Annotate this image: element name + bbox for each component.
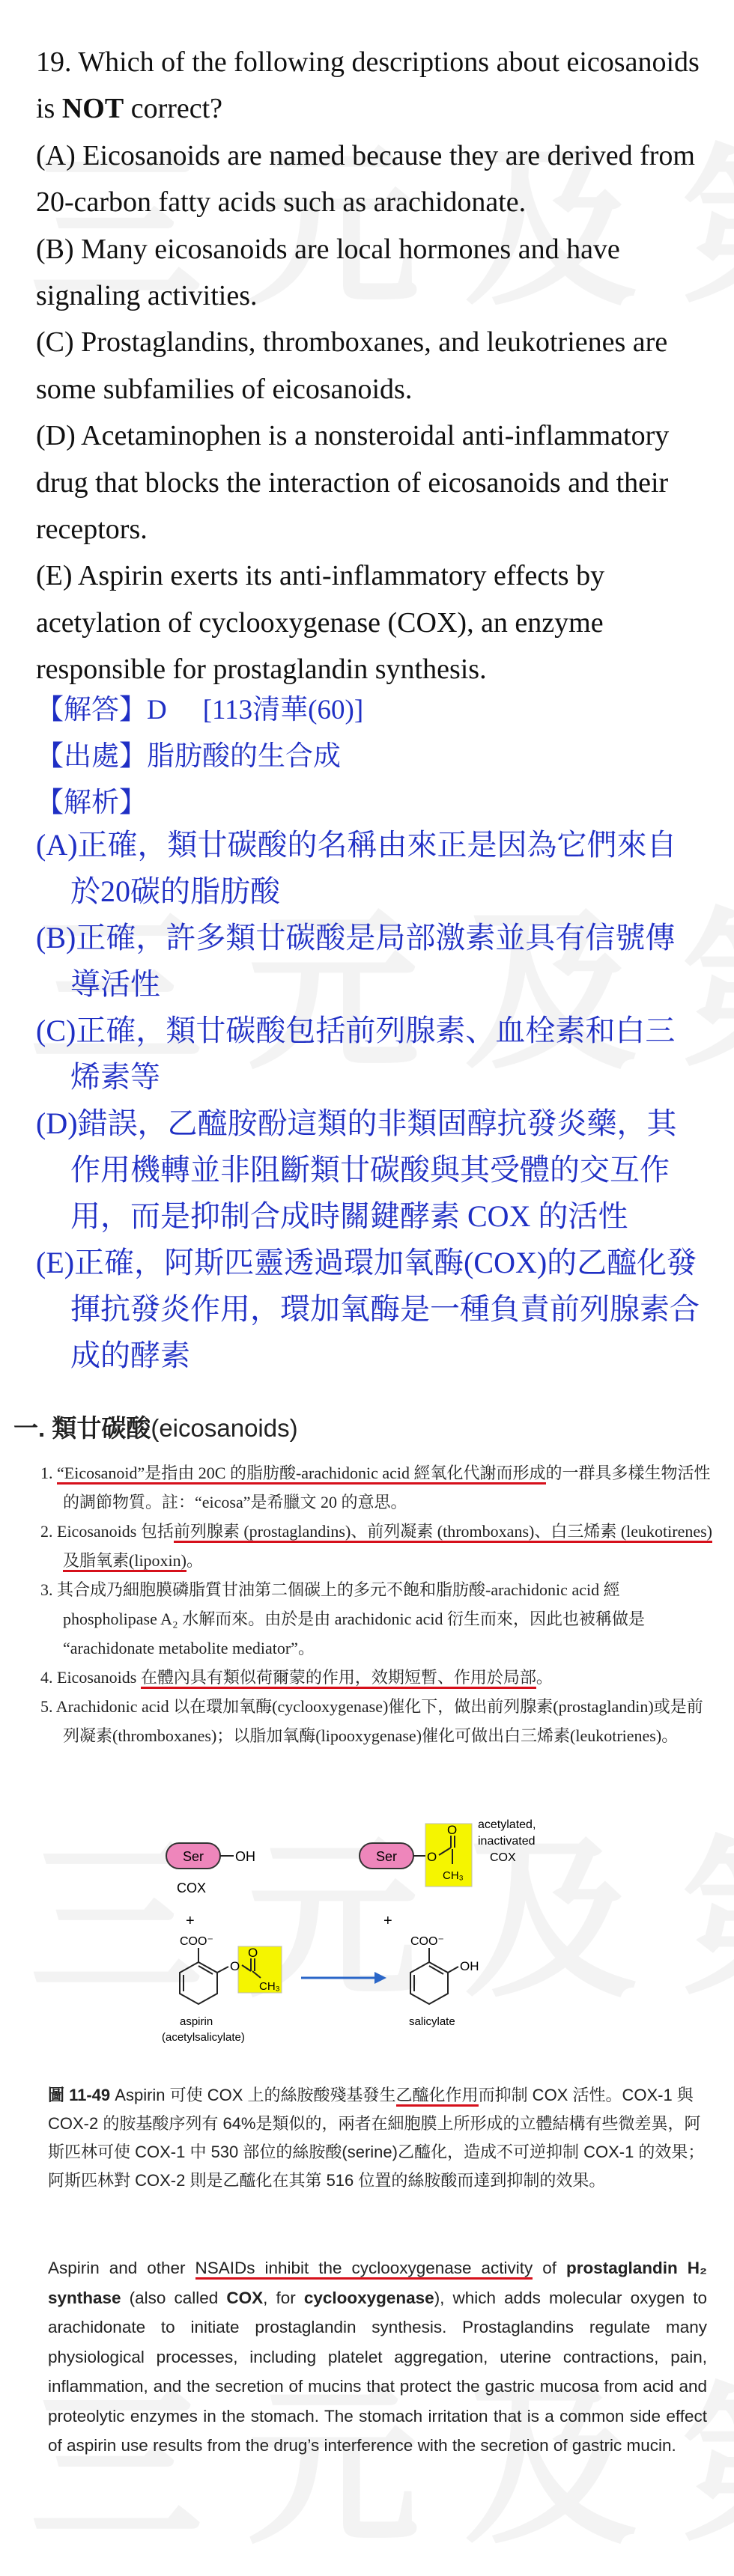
origin-line: 【出處】脂肪酸的生合成 <box>36 741 341 772</box>
option-b: (B) Many eicosanoids are local hormones and have signaling activities. <box>36 233 620 312</box>
o-label-cox: O <box>427 1850 437 1864</box>
not-emphasis: NOT <box>61 93 124 125</box>
note-item: 1. “Eicosanoid”是指由 20C 的脂肪酸-arachidonic acid 經氧化代謝而形成的一群具多樣生物活性的調節物質。註：“eicosa”是希臘文 20 的意思。 <box>40 1464 711 1511</box>
analysis-item: (C)正確，類廿碳酸包括前列腺素、血栓素和白三烯素等 <box>36 1014 676 1094</box>
o-double-cox: O <box>447 1823 458 1837</box>
option-e: (E) Aspirin exerts its anti-inflammatory effects by acetylation of cyclooxygenase (COX), an enzyme responsible for prostaglandin synthesis. <box>36 560 605 686</box>
analysis-block <box>36 822 703 1379</box>
o-label-aspirin: O <box>230 1959 240 1973</box>
option-a: (A) Eicosanoids are named because they are derived from 20-carbon fatty acids such as arachidonate. <box>36 139 695 219</box>
o-double-aspirin: O <box>248 1946 258 1960</box>
reference-section <box>0 1400 734 2506</box>
answer-meta <box>36 687 703 826</box>
plus-left: + <box>186 1913 195 1929</box>
option-c: (C) Prostaglandins, thromboxanes, and leukotrienes are some subfamilies of eicosanoids. <box>36 326 668 405</box>
arrow-head-icon <box>374 1972 386 1984</box>
question-stem: 19. Which of the following descriptions about eicosanoids is NOT correct? <box>36 46 700 125</box>
ch3-label-aspirin: CH₃ <box>259 1980 280 1993</box>
coo-label-salicylate: COO⁻ <box>410 1935 444 1948</box>
aspirin-label: aspirin <box>180 2015 213 2028</box>
aspirin-structure <box>180 1946 282 2004</box>
analysis-item: (E)正確，阿斯匹靈透過環加氧酶(COX)的乙醯化發揮抗發炎作用，環加氧酶是一種負責前列腺素合成的酵素 <box>36 1246 700 1372</box>
ser-label-left: Ser <box>182 1849 204 1864</box>
section-title: 一. 類廿碳酸(eicosanoids) <box>13 1414 298 1442</box>
cox-label-right: COX <box>490 1851 516 1864</box>
analysis-item: (B)正確，許多類廿碳酸是局部激素並具有信號傳導活性 <box>36 921 676 1001</box>
ch3-label-cox: CH₃ <box>443 1869 464 1882</box>
question-block <box>36 39 703 693</box>
salicylate-label: salicylate <box>409 2015 455 2028</box>
ser-label-right: Ser <box>375 1849 398 1864</box>
analysis-item: (A)正確，類廿碳酸的名稱由來正是因為它們來自於20碳的脂肪酸 <box>36 828 677 908</box>
option-d: (D) Acetaminophen is a nonsteroidal anti-inflammatory drug that blocks the interaction of eicosanoids and their receptors. <box>36 420 670 546</box>
aspirin-acetylation-figure <box>112 1812 697 2074</box>
analysis-label: 【解析】 <box>36 788 147 818</box>
acetylated-label: acetylated, <box>478 1818 536 1831</box>
salicylate-structure <box>410 1948 458 2004</box>
note-item: 4. Eicosanoids 在體內具有類似荷爾蒙的作用，效期短暫、作用於局部。 <box>40 1663 715 1692</box>
note-item: 3. 其合成乃細胞膜磷脂質甘油第二個碳上的多元不飽和脂肪酸-arachidonic acid 經 phospholipase A₂ 水解而來。由於是由 arachidonic acid 衍生而來，因此也被稱做是 “arachidonate metabolite mediator”。 <box>40 1580 645 1657</box>
figure-caption: 圖 11-49 Aspirin 可使 COX 上的絲胺酸殘基發生乙醯化作用而抑制 COX 活性。COX-1 與 COX-2 的胺基酸序列有 64%是類似的，兩者在細胞膜上所形成的立體結構有些微差異，阿斯匹林可使 COX-1 中 530 部位的絲胺酸(serine)乙醯化，造成不可逆抑制 COX-1 的效果；阿斯匹林對 COX-2 則是乙醯化在其第 516 位置的絲胺酸而達到抑制的效果。 <box>48 2086 705 2190</box>
oh-label-salicylate: OH <box>460 1959 479 1973</box>
inactivated-label: inactivated <box>478 1835 536 1848</box>
notes-list <box>40 1458 715 1750</box>
english-paragraph: Aspirin and other NSAIDs inhibit the cyclooxygenase activity of prostaglandin H₂ synthase (also called COX, for cyclooxygenase), which adds molecular oxygen to arachidonate to initiate prostaglandin synthesis. Prostaglandins regulate many physiological processes, including platelet aggregation, uterine contractions, pain, inflammation, and the secretion of mucins that protect the gastric mucosa from acid and proteolytic enzymes in the stomach. The stomach irritation that is a common side effect of aspirin use results from the drug’s interference with the secretion of gastric mucin. <box>48 2259 708 2455</box>
plus-right: + <box>383 1913 392 1929</box>
answer-source: [113清華(60)] <box>202 695 364 725</box>
note-item: 2. Eicosanoids 包括前列腺素 (prostaglandins)、前列凝素 (thromboxans)、白三烯素 (leukotirenes)及脂氧素(lipoxin)。 <box>40 1517 715 1575</box>
cox-label-left: COX <box>177 1881 207 1896</box>
acetylsalicylate-label: (acetylsalicylate) <box>162 2031 245 2044</box>
analysis-item: (D)錯誤，乙醯胺酚這類的非類固醇抗發炎藥，其作用機轉並非阻斷類廿碳酸與其受體的交互作用，而是抑制合成時關鍵酵素 COX 的活性 <box>36 1106 677 1233</box>
answer-value: D <box>147 695 167 725</box>
note-item: 5. Arachidonic acid 以在環加氧酶(cyclooxygenase)催化下，做出前列腺素(prostaglandin)或是前列凝素(thromboxanes)；以脂加氧酶(lipooxygenase)催化可做出白三烯素(leukotrienes)。 <box>40 1697 703 1745</box>
oh-label: OH <box>235 1849 255 1864</box>
coo-label-aspirin: COO⁻ <box>180 1935 213 1948</box>
answer-line: 【解答】D [113清華(60)] <box>36 695 364 725</box>
